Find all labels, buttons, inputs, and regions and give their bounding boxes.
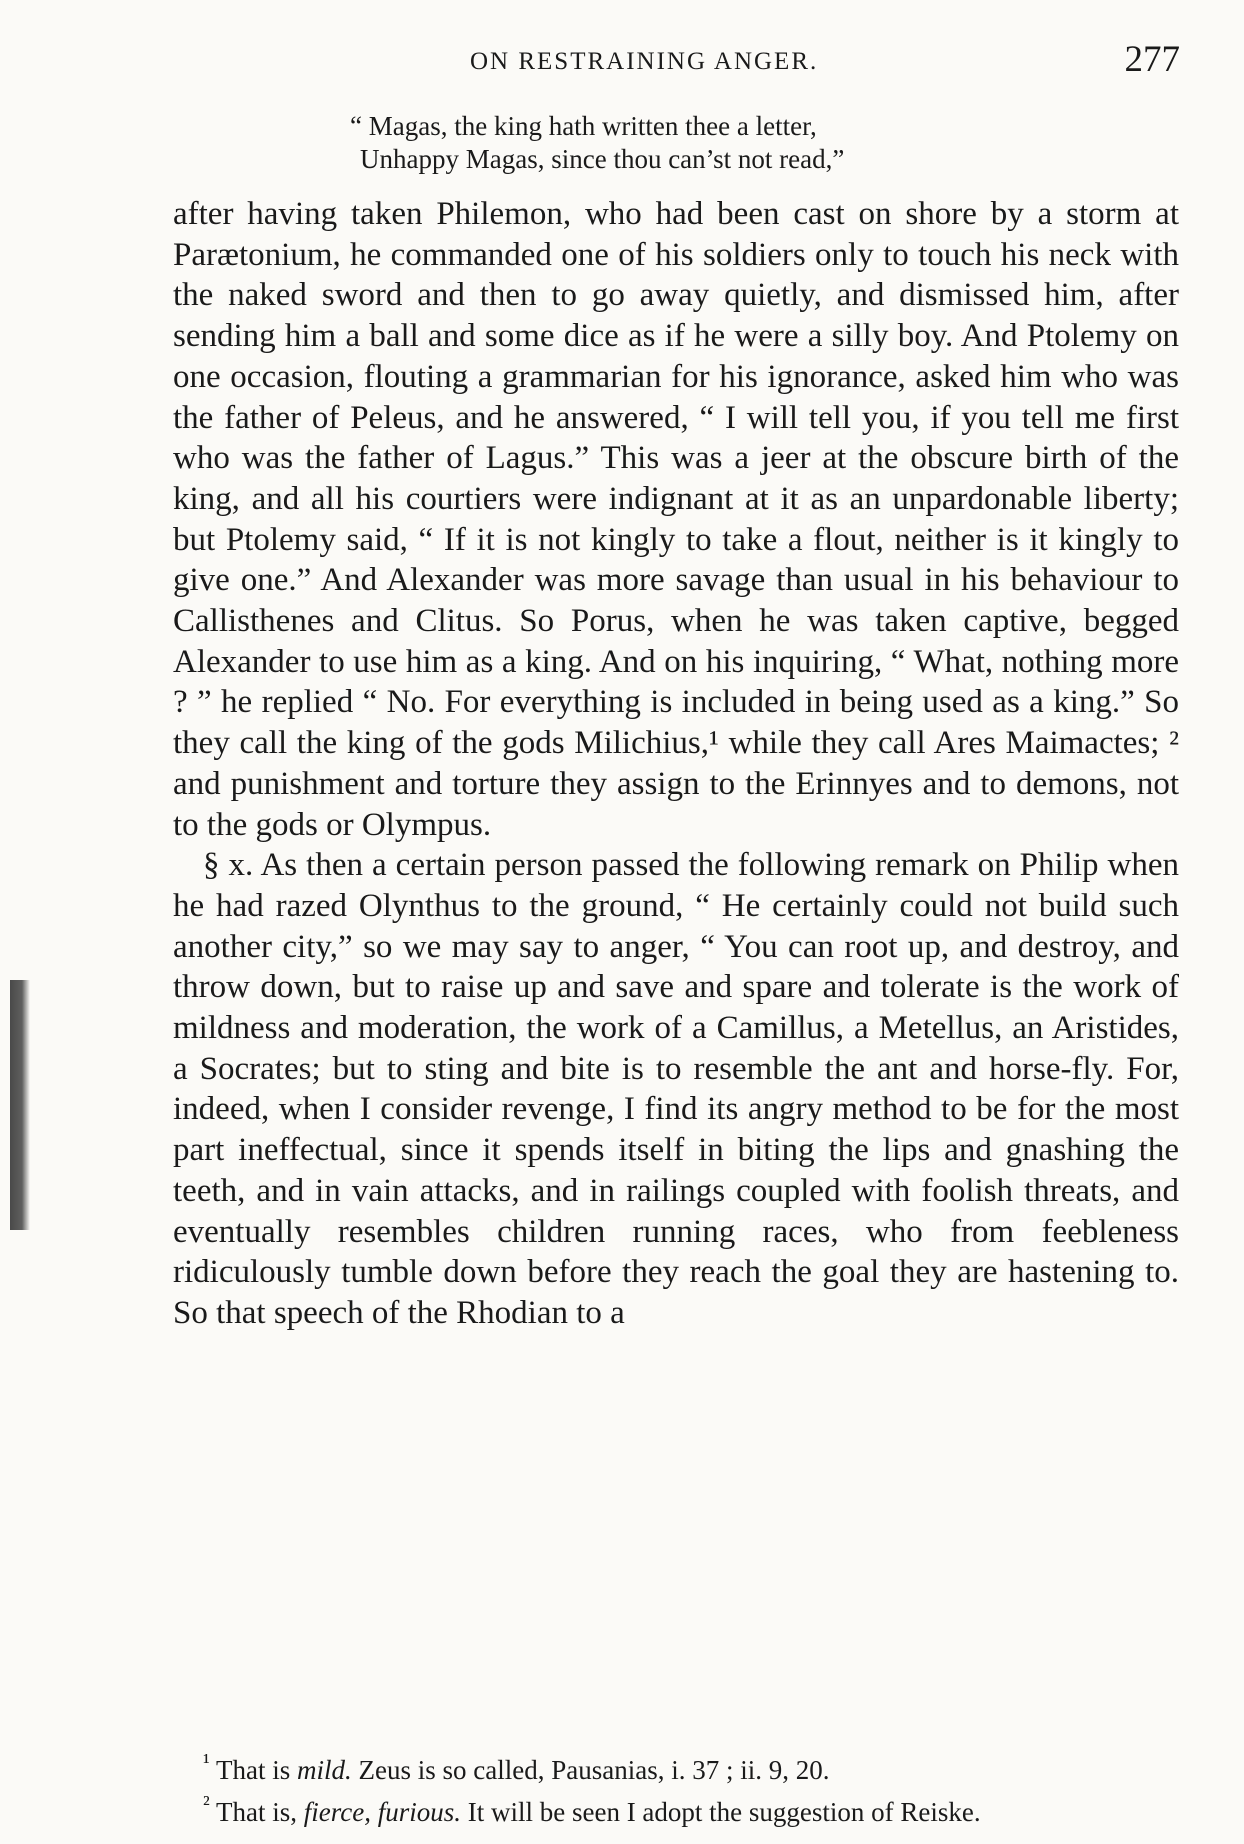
- footnote-1-prefix: That is: [209, 1755, 297, 1785]
- footnote-2-rest: It will be seen I adopt the suggestion of Reiske.: [460, 1797, 981, 1827]
- footnote-2-italic: fierce, furious.: [303, 1797, 461, 1827]
- body-text: [173, 194, 1179, 1334]
- paragraph-1: after having taken Philemon, who had been cast on shore by a storm at Parætonium, he commanded one of his soldiers only to touch his neck with the naked sword and then to go away quietly, and dismissed him, after sending him a ball and some dice as if he were a silly boy. And Ptolemy on one occasion, flouting a grammarian for his ignorance, asked him who was the father of Peleus, and he answered, “ I will tell you, if you tell me first who was the father of Lagus.” This was a jeer at the obscure birth of the king, and all his courtiers were indignant at it as an unpardonable liberty; but Ptolemy said, “ If it is not kingly to take a flout, neither is it kingly to give one.” And Alexander was more savage than usual in his behaviour to Callisthenes and Clitus. So Porus, when he was taken captive, begged Alexander to use him as a king. And on his inquiring, “ What, nothing more ? ” he replied “ No. For everything is included in being used as a king.” So they call the king of the gods Milichius,¹ while they call Ares Maimactes; ² and punishment and torture they assign to the Erinnyes and to demons, not to the gods or Olympus.: [173, 196, 1179, 843]
- footnotes: [173, 1745, 1179, 1829]
- paragraph-2: § x. As then a certain person passed the following remark on Philip when he had razed Olynthus to the ground, “ He certainly could not build such another city,” so we may say to anger, “ You can root up, and destroy, and throw down, but to raise up and save and spare and tolerate is the work of mildness and moderation, the work of a Camillus, a Metellus, an Aristides, a Socrates; but to sting and bite is to resemble the ant and horse-fly. For, indeed, when I consider revenge, I find its angry method to be for the most part ineffectual, since it spends itself in biting the lips and gnashing the teeth, and in vain attacks, and in railings coupled with foolish threats, and eventually resembles children running races, who from feebleness ridiculously tumble down before they reach the goal they are hastening to. So that speech of the Rhodian to a: [173, 847, 1179, 1331]
- running-header: [170, 38, 1180, 88]
- epigraph-line-1: “ Magas, the king hath written thee a letter,: [350, 111, 817, 141]
- footnote-1-rest: Zeus is so called, Pausanias, i. 37 ; ii. 9, 20.: [351, 1755, 830, 1785]
- epigraph-quote: [350, 110, 1050, 176]
- running-title: ON RESTRAINING ANGER.: [470, 48, 819, 75]
- footnote-1-marker: ¹: [203, 1749, 210, 1774]
- scan-binding-shadow: [10, 980, 30, 1230]
- epigraph-line-2: Unhappy Magas, since thou can’st not read,”: [360, 144, 845, 174]
- footnote-1-italic: mild.: [297, 1755, 352, 1785]
- footnote-2: [173, 1787, 1179, 1829]
- footnote-1: [173, 1745, 1179, 1787]
- page-number: 277: [1124, 39, 1180, 80]
- footnote-2-prefix: That is,: [209, 1797, 304, 1827]
- footnote-2-marker: ²: [203, 1791, 210, 1816]
